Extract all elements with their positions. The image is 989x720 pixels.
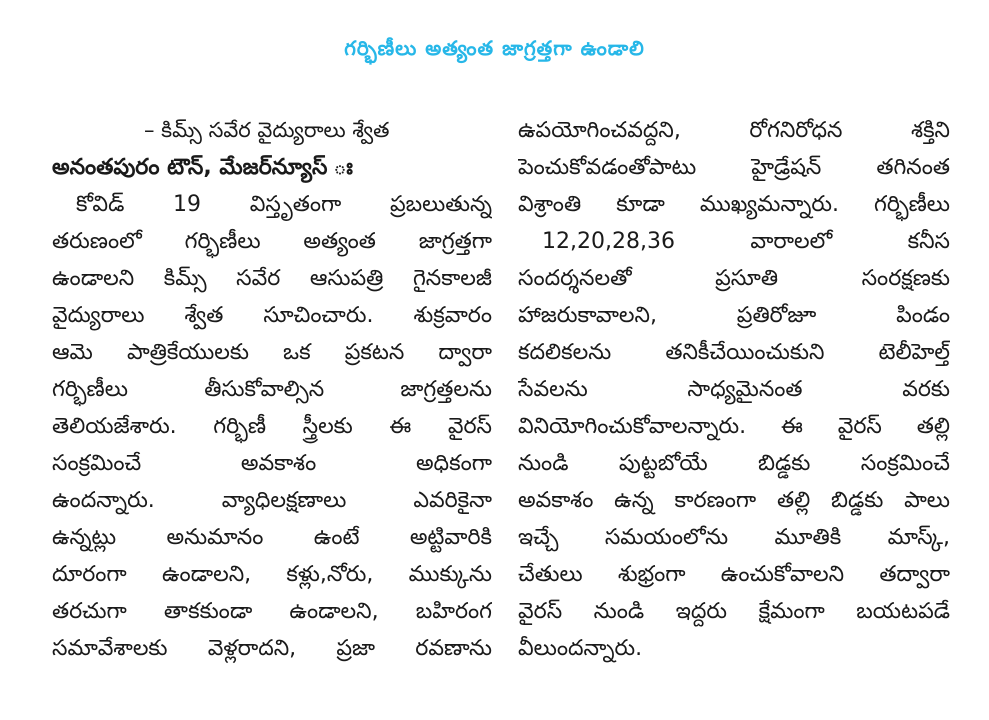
article-line: గర్భిణీలు తీసుకోవాల్సిన జాగ్రత్తలను (52, 377, 492, 402)
article-line: చేతులు శుభ్రంగా ఉంచుకోవాలని తద్వారా (518, 562, 950, 587)
article-line: వైరస్ నుండి ఇద్దరు క్షేమంగా బయటపడే (518, 599, 950, 624)
article-line: ఇచ్చే సమయంలోను మూతికి మాస్క్, (518, 525, 950, 550)
article-line: 12,20,28,36 వారాలలో కనీస (542, 229, 950, 254)
article-line: కోవిడ్ 19 విస్తృతంగా ప్రబలుతున్న (76, 192, 492, 217)
article-line: విశ్రాంతి కూడా ముఖ్యమన్నారు. గర్భిణీలు (518, 192, 950, 217)
headline: గర్భిణీలు అత్యంత జాగ్రత్తగా ఉండాలి (344, 36, 645, 60)
article-line: అవకాశం ఉన్న కారణంగా తల్లి బిడ్డకు పాలు (518, 488, 950, 513)
article-line: పెంచుకోవడంతోపాటు హైడ్రేషన్ తగినంత (518, 155, 950, 180)
article-line: తరుణంలో గర్భిణీలు అత్యంత జాగ్రత్తగా (52, 229, 492, 254)
article-line: ఉన్నట్లు అనుమానం ఉంటే అట్టివారికి (52, 525, 492, 550)
article-column-right (518, 112, 950, 667)
article-line: వైద్యురాలు శ్వేత సూచించారు. శుక్రవారం (52, 303, 492, 328)
article-line: సంక్రమించే అవకాశం అధికంగా (52, 451, 492, 476)
article-line: తెలియజేశారు. గర్భిణీ స్త్రీలకు ఈ వైరస్ (52, 414, 492, 439)
article-line: తరచుగా తాకకుండా ఉండాలని, బహిరంగ (52, 599, 492, 624)
article-line: సమావేశాలకు వెళ్లరాదని, ప్రజా రవణాను (52, 636, 492, 661)
article-line: కదలికలను తనికీచేయించుకుని టెలీహెల్త్ (518, 340, 950, 365)
article-line: సేవలను సాధ్యమైనంత వరకు (518, 377, 950, 402)
article-line: ఉండాలని కిమ్స్ సవేర ఆసుపత్రి గైనకాలజీ (52, 266, 492, 291)
article-line: హాజరుకావాలని, ప్రతిరోజూ పిండం (518, 303, 950, 328)
article-line: వినియోగించుకోవాలన్నారు. ఈ వైరస్ తల్లి (518, 414, 950, 439)
dateline: అనంతపురం టౌన్, మేజర్‌న్యూస్ ః (52, 155, 353, 180)
article-line: సందర్శనలతో ప్రసూతి సంరక్షణకు (518, 266, 950, 291)
article-line: దూరంగా ఉండాలని, కళ్లు,నోరు, ముక్కును (52, 562, 492, 587)
byline: – కిమ్స్ సవేర వైద్యురాలు శ్వేత (144, 118, 390, 142)
article-column-left (52, 112, 492, 667)
article-line: ఆమె పాత్రికేయులకు ఒక ప్రకటన ద్వారా (52, 340, 492, 365)
article-line: నుండి పుట్టబోయే బిడ్డకు సంక్రమించే (518, 451, 950, 476)
article-line: వీలుందన్నారు. (518, 636, 643, 661)
article-line: ఉపయోగించవద్దని, రోగనిరోధన శక్తిని (518, 118, 950, 143)
article-line: ఉందన్నారు. వ్యాధిలక్షణాలు ఎవరికైనా (52, 488, 492, 513)
